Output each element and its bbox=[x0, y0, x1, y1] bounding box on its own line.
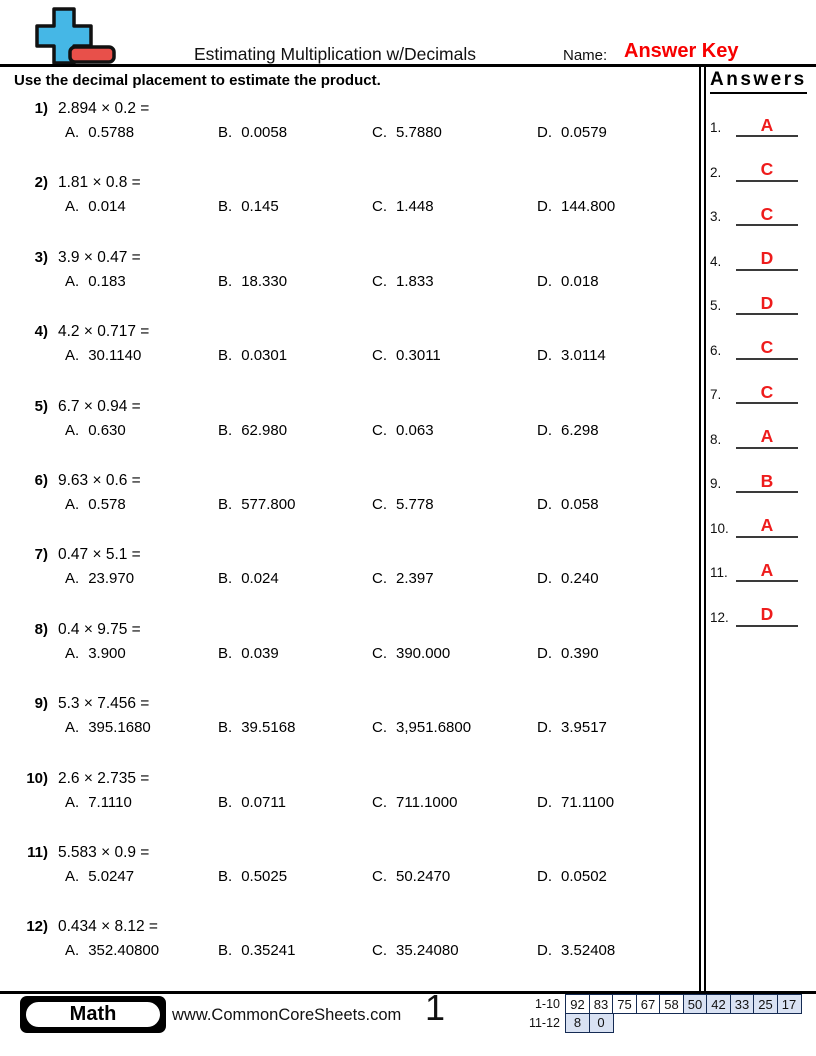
question-row bbox=[0, 770, 698, 788]
score-row-label: 1-10 bbox=[534, 997, 560, 1011]
choice-letter: D. bbox=[537, 272, 552, 290]
answer-blank[interactable]: A bbox=[736, 426, 798, 448]
choice[interactable] bbox=[65, 496, 218, 513]
choices-row bbox=[65, 273, 698, 290]
choice[interactable] bbox=[372, 422, 537, 439]
choice-value: 5.778 bbox=[396, 495, 434, 513]
score-cell: 25 bbox=[753, 994, 778, 1014]
choice-value: 7.1110 bbox=[88, 793, 132, 811]
answer-number: 4. bbox=[710, 253, 722, 269]
choice-letter: D. bbox=[537, 942, 552, 960]
score-table bbox=[520, 994, 800, 1033]
choice-value: 0.578 bbox=[88, 495, 126, 513]
choice[interactable] bbox=[537, 496, 698, 513]
choice[interactable] bbox=[218, 570, 372, 587]
answer-item bbox=[710, 419, 816, 449]
score-cell: 50 bbox=[683, 994, 708, 1014]
choices-row bbox=[65, 942, 698, 959]
choice[interactable] bbox=[537, 124, 698, 141]
choice-value: 50.2470 bbox=[396, 867, 451, 885]
choice[interactable] bbox=[372, 719, 537, 736]
question-row bbox=[0, 546, 698, 564]
answer-number: 1. bbox=[710, 120, 722, 135]
choice-letter: A. bbox=[65, 198, 80, 216]
answer-blank[interactable]: C bbox=[736, 337, 798, 359]
answer-item bbox=[710, 152, 816, 182]
answer-number: 8. bbox=[710, 431, 722, 447]
answers-panel-divider bbox=[704, 67, 706, 991]
choice[interactable] bbox=[65, 124, 218, 141]
choice-value: 2.397 bbox=[396, 570, 434, 588]
choice-value: 0.039 bbox=[241, 644, 279, 662]
choice-letter: A. bbox=[65, 124, 80, 141]
choice-letter: A. bbox=[65, 719, 80, 737]
question-number: 2) bbox=[34, 174, 48, 192]
choice-value: 0.018 bbox=[561, 272, 599, 290]
answer-blank[interactable]: A bbox=[736, 115, 798, 137]
choices-row bbox=[65, 496, 698, 513]
question-block bbox=[0, 770, 698, 844]
answer-item bbox=[710, 285, 816, 315]
choice-letter: B. bbox=[218, 495, 233, 513]
question-block bbox=[0, 546, 698, 620]
choice-letter: D. bbox=[537, 421, 552, 439]
question-expression: 0.4 × 9.75 = bbox=[58, 620, 141, 638]
choice[interactable] bbox=[537, 942, 698, 959]
score-cell: 33 bbox=[730, 994, 755, 1014]
choice[interactable] bbox=[372, 645, 537, 662]
choice-letter: D. bbox=[537, 793, 552, 811]
choice-value: 23.970 bbox=[88, 570, 135, 588]
question-row bbox=[0, 100, 698, 118]
question-row bbox=[0, 621, 698, 639]
question-block bbox=[0, 695, 698, 769]
question-number: 1) bbox=[34, 100, 48, 117]
choice-letter: A. bbox=[65, 421, 80, 439]
choice[interactable] bbox=[372, 570, 537, 587]
choice-letter: C. bbox=[372, 421, 387, 439]
choice[interactable] bbox=[218, 794, 372, 811]
question-row bbox=[0, 174, 698, 192]
choice-letter: B. bbox=[218, 793, 233, 811]
choice-letter: B. bbox=[218, 124, 233, 141]
choice-value: 577.800 bbox=[241, 495, 296, 513]
question-block bbox=[0, 844, 698, 918]
question-block bbox=[0, 323, 698, 397]
choice-value: 395.1680 bbox=[88, 719, 151, 737]
choice-value: 30.1140 bbox=[88, 347, 142, 365]
choice[interactable] bbox=[218, 942, 372, 959]
choice-letter: C. bbox=[372, 347, 387, 365]
choice[interactable] bbox=[372, 868, 537, 885]
answer-number: 3. bbox=[710, 209, 722, 224]
choices-row bbox=[65, 868, 698, 885]
answer-blank[interactable]: B bbox=[736, 471, 798, 493]
question-block bbox=[0, 174, 698, 248]
choice-value: 0.0502 bbox=[561, 867, 607, 885]
score-cell: 58 bbox=[659, 994, 684, 1014]
answer-number: 7. bbox=[710, 387, 722, 402]
choice-value: 1.448 bbox=[396, 198, 434, 216]
answer-number: 2. bbox=[710, 164, 722, 180]
choice-letter: B. bbox=[218, 198, 233, 216]
choice-value: 3.9517 bbox=[561, 719, 607, 737]
choice-value: 0.063 bbox=[396, 421, 434, 439]
question-block bbox=[0, 249, 698, 323]
question-expression: 9.63 × 0.6 = bbox=[58, 471, 141, 489]
choice-letter: C. bbox=[372, 719, 387, 737]
answer-item bbox=[710, 597, 816, 627]
answer-blank[interactable]: D bbox=[736, 604, 798, 626]
choice-letter: A. bbox=[65, 942, 80, 960]
choice[interactable] bbox=[65, 645, 218, 662]
choice[interactable] bbox=[537, 794, 698, 811]
choice-value: 71.1100 bbox=[561, 793, 615, 811]
choice-value: 390.000 bbox=[396, 644, 451, 662]
choice[interactable] bbox=[65, 347, 218, 364]
choice-letter: C. bbox=[372, 942, 387, 960]
question-expression: 1.81 × 0.8 = bbox=[58, 174, 141, 192]
choice-letter: C. bbox=[372, 198, 387, 216]
choice[interactable] bbox=[65, 794, 218, 811]
choice[interactable] bbox=[65, 273, 218, 290]
question-number: 9) bbox=[34, 695, 48, 713]
choices-row bbox=[65, 198, 698, 215]
choice-letter: A. bbox=[65, 272, 80, 290]
answer-number: 10. bbox=[710, 520, 729, 536]
choice-value: 3.900 bbox=[88, 644, 126, 662]
choices-row bbox=[65, 719, 698, 736]
choice[interactable] bbox=[65, 422, 218, 439]
choice-letter: C. bbox=[372, 644, 387, 662]
answer-item bbox=[710, 241, 816, 271]
answer-blank[interactable]: D bbox=[736, 248, 798, 270]
question-row bbox=[0, 695, 698, 713]
choice-letter: B. bbox=[218, 867, 233, 885]
choice-value: 0.0301 bbox=[241, 347, 288, 365]
choice-letter: B. bbox=[218, 942, 233, 960]
answer-item bbox=[710, 374, 816, 404]
choice-value: 0.390 bbox=[561, 644, 599, 662]
choice-value: 39.5168 bbox=[241, 719, 296, 737]
header-divider bbox=[0, 64, 816, 67]
question-block bbox=[0, 472, 698, 546]
question-expression: 2.6 × 2.735 = bbox=[58, 769, 150, 787]
question-row bbox=[0, 398, 698, 416]
choice[interactable] bbox=[537, 868, 698, 885]
choices-row bbox=[65, 347, 698, 364]
choice[interactable] bbox=[218, 347, 372, 364]
choice[interactable] bbox=[537, 645, 698, 662]
question-number: 4) bbox=[34, 323, 48, 341]
choice-value: 0.0058 bbox=[241, 124, 288, 141]
answer-item bbox=[710, 508, 816, 538]
choice-letter: B. bbox=[218, 644, 233, 662]
question-number: 7) bbox=[34, 546, 48, 564]
question-block bbox=[0, 918, 698, 992]
choice-value: 0.240 bbox=[561, 570, 599, 588]
choices-row bbox=[65, 124, 698, 141]
score-cell: 83 bbox=[589, 994, 614, 1014]
question-number: 11) bbox=[27, 843, 48, 861]
choice-value: 0.0711 bbox=[241, 793, 286, 811]
score-cell: 92 bbox=[565, 994, 590, 1014]
choice-value: 0.145 bbox=[241, 198, 279, 216]
choice[interactable] bbox=[537, 347, 698, 364]
choice[interactable] bbox=[372, 942, 537, 959]
choice-letter: D. bbox=[537, 570, 552, 588]
choice-letter: C. bbox=[372, 124, 387, 141]
choice-letter: D. bbox=[537, 644, 552, 662]
choice-value: 5.7880 bbox=[396, 124, 442, 141]
choice[interactable] bbox=[537, 273, 698, 290]
page-title: Estimating Multiplication w/Decimals bbox=[193, 44, 477, 64]
choice-letter: C. bbox=[372, 793, 387, 811]
answer-blank[interactable]: C bbox=[736, 159, 798, 181]
choice-letter: A. bbox=[65, 867, 80, 885]
answer-number: 11. bbox=[710, 565, 728, 580]
answer-item bbox=[710, 330, 816, 360]
question-number: 6) bbox=[34, 471, 48, 489]
question-row bbox=[0, 249, 698, 267]
choice-value: 0.014 bbox=[88, 198, 126, 216]
question-block bbox=[0, 398, 698, 472]
choice[interactable] bbox=[218, 496, 372, 513]
answer-number: 5. bbox=[710, 298, 722, 313]
question-number: 12) bbox=[26, 918, 48, 936]
choice[interactable] bbox=[218, 719, 372, 736]
choice-letter: B. bbox=[218, 570, 233, 588]
answer-item bbox=[710, 552, 816, 582]
question-expression: 3.9 × 0.47 = bbox=[58, 248, 141, 266]
choice[interactable] bbox=[218, 124, 372, 141]
score-cell: 8 bbox=[565, 1013, 590, 1033]
answers-panel bbox=[699, 67, 816, 991]
answer-item bbox=[710, 196, 816, 226]
choice-letter: B. bbox=[218, 719, 233, 737]
choices-row bbox=[65, 794, 698, 811]
website-link[interactable]: www.CommonCoreSheets.com bbox=[172, 1006, 402, 1024]
choice-value: 0.3011 bbox=[396, 347, 441, 365]
answer-number: 9. bbox=[710, 476, 722, 491]
score-row bbox=[520, 1013, 800, 1033]
choice[interactable] bbox=[372, 496, 537, 513]
choice-letter: B. bbox=[218, 272, 233, 290]
choice-value: 0.024 bbox=[241, 570, 279, 588]
choice-letter: C. bbox=[372, 495, 387, 513]
choice-letter: D. bbox=[537, 198, 552, 216]
question-expression: 4.2 × 0.717 = bbox=[58, 323, 150, 341]
choice-value: 0.630 bbox=[88, 421, 126, 439]
answer-blank[interactable]: C bbox=[736, 204, 798, 226]
question-expression: 2.894 × 0.2 = bbox=[58, 100, 150, 117]
question-row bbox=[0, 323, 698, 341]
choice[interactable] bbox=[218, 198, 372, 215]
plus-minus-logo-icon bbox=[20, 6, 116, 71]
choices-row bbox=[65, 645, 698, 662]
score-cell: 75 bbox=[612, 994, 637, 1014]
choice-letter: B. bbox=[218, 347, 233, 365]
choice[interactable] bbox=[65, 942, 218, 959]
choice[interactable] bbox=[537, 570, 698, 587]
choices-row bbox=[65, 422, 698, 439]
choice-value: 0.183 bbox=[88, 272, 126, 290]
page-number: 1 bbox=[425, 987, 446, 1028]
choice[interactable] bbox=[218, 273, 372, 290]
choice[interactable] bbox=[372, 198, 537, 215]
question-expression: 0.47 × 5.1 = bbox=[58, 546, 141, 564]
choice-value: 3,951.6800 bbox=[396, 719, 472, 737]
choice-letter: D. bbox=[537, 495, 552, 513]
answer-blank[interactable]: C bbox=[736, 382, 798, 404]
choice-value: 3.52408 bbox=[561, 942, 616, 960]
choice-value: 5.0247 bbox=[88, 867, 135, 885]
minus-icon bbox=[70, 47, 114, 62]
choice[interactable] bbox=[537, 422, 698, 439]
choice-letter: C. bbox=[372, 570, 387, 588]
subject-badge bbox=[20, 996, 166, 1033]
score-row-label: 11-12 bbox=[528, 1015, 560, 1030]
question-number: 10) bbox=[26, 769, 48, 787]
choice-letter: D. bbox=[537, 719, 552, 737]
score-row bbox=[520, 994, 800, 1014]
question-number: 5) bbox=[34, 397, 48, 415]
answer-blank[interactable]: A bbox=[736, 560, 798, 582]
subject-label: Math bbox=[24, 1000, 162, 1029]
question-row bbox=[0, 918, 698, 936]
choice[interactable] bbox=[372, 124, 537, 141]
answer-item bbox=[710, 463, 816, 493]
score-cell: 17 bbox=[777, 994, 802, 1014]
question-expression: 0.434 × 8.12 = bbox=[58, 918, 158, 936]
choice-letter: A. bbox=[65, 793, 80, 811]
question-number: 8) bbox=[34, 620, 48, 638]
answer-number: 6. bbox=[710, 342, 722, 358]
answer-item bbox=[710, 107, 816, 137]
choice-value: 0.5788 bbox=[88, 124, 135, 141]
choice-letter: A. bbox=[65, 347, 80, 365]
choice-value: 6.298 bbox=[561, 421, 599, 439]
choice[interactable] bbox=[65, 868, 218, 885]
answer-blank[interactable]: A bbox=[736, 515, 798, 537]
choice[interactable] bbox=[218, 645, 372, 662]
choice[interactable] bbox=[372, 273, 537, 290]
choice-value: 0.058 bbox=[561, 495, 599, 513]
answers-list bbox=[701, 94, 816, 627]
choices-row bbox=[65, 570, 698, 587]
choice[interactable] bbox=[537, 719, 698, 736]
choice-letter: A. bbox=[65, 570, 80, 588]
choice[interactable] bbox=[537, 198, 698, 215]
question-block bbox=[0, 621, 698, 695]
question-row bbox=[0, 472, 698, 490]
question-number: 3) bbox=[34, 248, 48, 266]
question-row bbox=[0, 844, 698, 862]
name-value-answer-key: Answer Key bbox=[624, 40, 739, 62]
answers-title: Answers bbox=[710, 69, 807, 94]
question-expression: 5.3 × 7.456 = bbox=[58, 695, 150, 713]
choice-letter: A. bbox=[65, 644, 80, 662]
question-expression: 6.7 × 0.94 = bbox=[58, 397, 141, 415]
instruction-text: Use the decimal placement to estimate the product. bbox=[14, 72, 381, 89]
choice-letter: A. bbox=[65, 495, 80, 513]
choice-value: 18.330 bbox=[241, 272, 288, 290]
question-block bbox=[0, 100, 698, 174]
choice-value: 0.35241 bbox=[241, 942, 296, 960]
choice[interactable] bbox=[372, 794, 537, 811]
choice-value: 35.24080 bbox=[396, 942, 459, 960]
choice-letter: B. bbox=[218, 421, 233, 439]
choice-letter: D. bbox=[537, 124, 552, 141]
score-cell: 67 bbox=[636, 994, 661, 1014]
choice-value: 3.0114 bbox=[561, 347, 606, 365]
score-cell: 42 bbox=[706, 994, 731, 1014]
choice[interactable] bbox=[372, 347, 537, 364]
choice[interactable] bbox=[65, 570, 218, 587]
choice-value: 0.0579 bbox=[561, 124, 607, 141]
choice[interactable] bbox=[218, 868, 372, 885]
question-expression: 5.583 × 0.9 = bbox=[58, 843, 150, 861]
answer-number: 12. bbox=[710, 609, 729, 625]
choice[interactable] bbox=[218, 422, 372, 439]
questions-list bbox=[0, 100, 698, 993]
choice-value: 1.833 bbox=[396, 272, 434, 290]
choice[interactable] bbox=[65, 719, 218, 736]
choice-value: 144.800 bbox=[561, 198, 616, 216]
choice-letter: C. bbox=[372, 272, 387, 290]
choice-value: 62.980 bbox=[241, 421, 288, 439]
choice-letter: D. bbox=[537, 347, 552, 365]
choice-letter: C. bbox=[372, 867, 387, 885]
score-cell: 0 bbox=[589, 1013, 614, 1033]
choice[interactable] bbox=[65, 198, 218, 215]
choice-value: 352.40800 bbox=[88, 942, 160, 960]
name-label: Name: bbox=[563, 47, 608, 64]
choice-value: 711.1000 bbox=[396, 793, 458, 811]
choice-letter: D. bbox=[537, 867, 552, 885]
choice-value: 0.5025 bbox=[241, 867, 288, 885]
answer-blank[interactable]: D bbox=[736, 293, 798, 315]
